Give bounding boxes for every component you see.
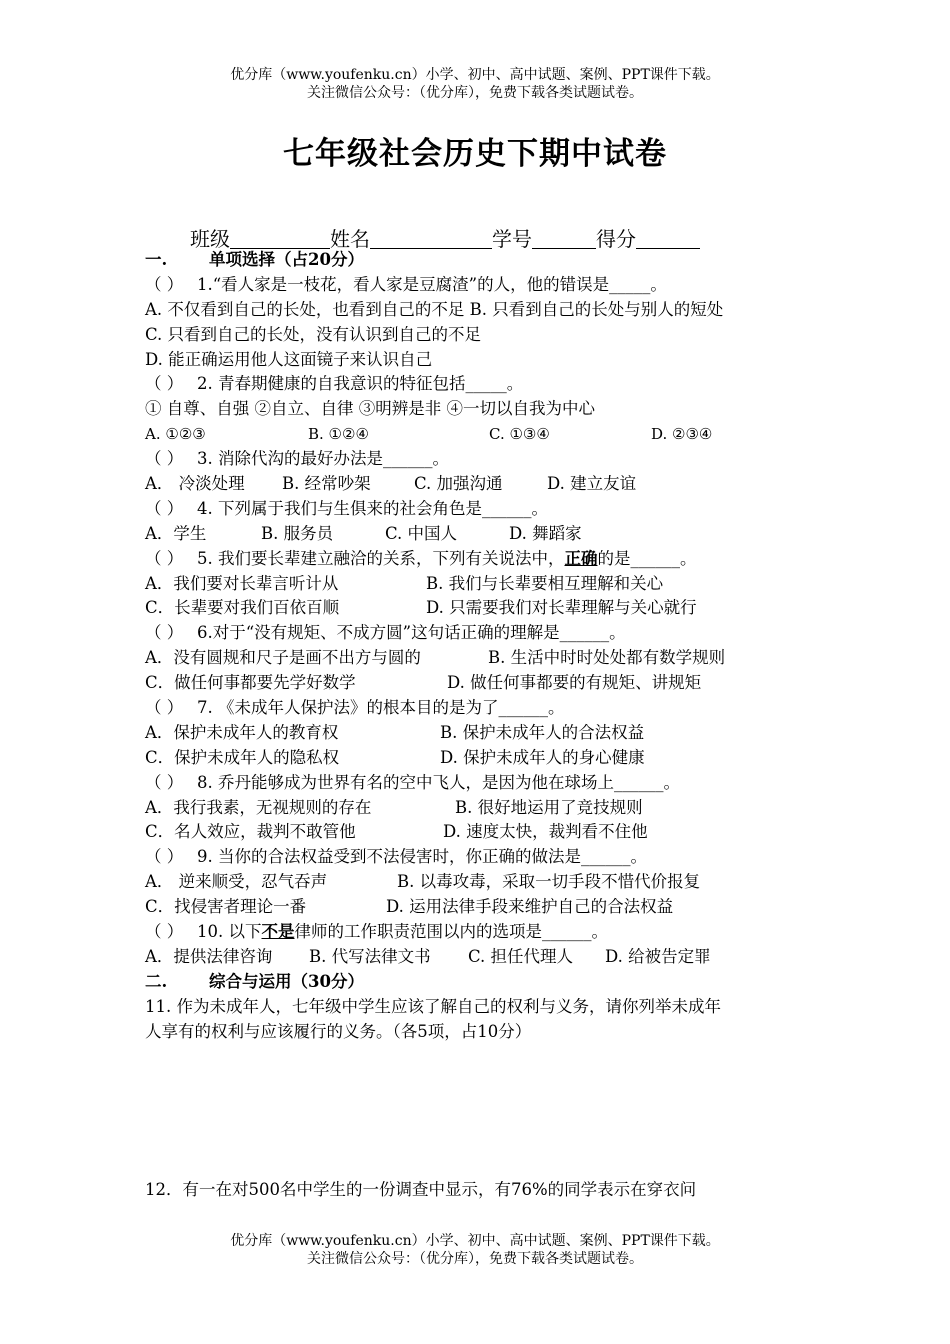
score-blank (636, 228, 700, 249)
option-b: B. 我们与长辈要相互理解和关心 (426, 573, 664, 593)
question-8-stem (145, 771, 825, 796)
question-11-line-2: 人享有的权利与应该履行的义务。（各5项，占10分） (145, 1021, 532, 1041)
option-b: B. 服务员 (261, 523, 334, 543)
header-line-1: 优分库（www.youfenku.cn）小学、初中、高中试题、案例、PPT课件下载。 (230, 67, 720, 83)
question-3-stem (145, 447, 825, 472)
section-1-title: 单项选择（占20分） (209, 250, 364, 269)
question-2-items (145, 397, 825, 422)
page-title: 七年级社会历史下期中试卷 (283, 136, 667, 172)
question-1-option-d (145, 348, 825, 373)
question-9-stem (145, 845, 825, 870)
answer-paren: （ ） (145, 847, 184, 867)
answer-paren: （ ） (145, 274, 184, 294)
question-10-options (145, 945, 825, 970)
question-text: 9. 当你的合法权益受到不法侵害时，你正确的做法是______。 (197, 847, 647, 867)
question-8-options-ab (145, 796, 825, 821)
answer-paren: （ ） (145, 449, 184, 469)
option-b: B. 以毒攻毒，采取一切手段不惜代价报复 (397, 872, 701, 892)
answer-paren: （ ） (145, 772, 184, 792)
question-11-line-1: 11. 作为未成年人，七年级中学生应该了解自己的权利与义务，请你列举未成年 (145, 996, 721, 1016)
answer-paren: （ ） (145, 922, 184, 942)
question-text: 3. 消除代沟的最好办法是______。 (197, 449, 449, 469)
question-9-options-ab (145, 870, 825, 895)
name-label: 姓名 (330, 227, 370, 251)
question-5-options-cd (145, 596, 825, 621)
option-a: A．保护未成年人的教育权 (145, 722, 339, 742)
question-8-options-cd (145, 820, 825, 845)
option-d: D. 只需要我们对长辈理解与关心就行 (426, 598, 697, 618)
option-d: D. 保护未成年人的身心健康 (440, 747, 645, 767)
question-2-options (145, 422, 825, 447)
option-a: A. 不仅看到自己的长处，也看到自己的不足 (145, 299, 465, 319)
page-header (0, 66, 950, 102)
emphasis-keyword: 正确 (564, 548, 598, 568)
option-d: D. 运用法律手段来维护自己的合法权益 (386, 897, 674, 917)
option-d: D. 速度太快，裁判看不住他 (443, 822, 648, 842)
option-d: D. 舞蹈家 (509, 523, 582, 543)
question-4-stem (145, 497, 825, 522)
option-c: C．名人效应，裁判不敢管他 (145, 822, 356, 842)
option-c: C．长辈要对我们百依百顺 (145, 598, 340, 618)
option-a: A．提供法律咨询 (145, 946, 273, 966)
question-4-options (145, 522, 825, 547)
question-3-options (145, 472, 825, 497)
option-b: B. 代写法律文书 (309, 946, 431, 966)
option-c: C. 担任代理人 (468, 946, 574, 966)
question-text: 5. 我们要长辈建立融洽的关系，下列有关说法中， (197, 548, 565, 568)
option-d: D. 给被告定罪 (605, 946, 711, 966)
question-1-stem (145, 273, 825, 298)
question-1-option-c (145, 323, 825, 348)
option-a: A. ①②③ (145, 425, 206, 444)
answer-paren: （ ） (145, 623, 184, 643)
answer-paren: （ ） (145, 498, 184, 518)
statement-list: ① 自尊、自强 ②自立、自律 ③明辨是非 ④一切以自我为中心 (145, 399, 595, 419)
option-a: A． 逆来顺受，忍气吞声 (145, 872, 328, 892)
option-a: A．我们要对长辈言听计从 (145, 573, 339, 593)
option-c: C. 加强沟通 (414, 474, 503, 494)
question-10-stem (145, 920, 825, 945)
question-5-options-ab (145, 572, 825, 597)
exam-content (145, 248, 825, 1045)
question-6-options-cd (145, 671, 825, 696)
question-text: 2. 青春期健康的自我意识的特征包括_____。 (197, 374, 524, 394)
answer-paren: （ ） (145, 698, 184, 718)
question-text: 4. 下列属于我们与生俱来的社会角色是______。 (197, 498, 548, 518)
question-text-end: 的是______。 (597, 548, 697, 568)
question-5-stem (145, 547, 825, 572)
question-text-end: 律师的工作职责范围以内的选项是______。 (294, 922, 608, 942)
question-1-options-ab (145, 298, 825, 323)
section-2-heading (145, 970, 825, 995)
option-d: D. 做任何事都要的有规矩、讲规矩 (447, 673, 702, 693)
header-line-2: 关注微信公众号：（优分库），免费下载各类试题试卷。 (307, 85, 643, 101)
page-footer (0, 1232, 950, 1268)
option-c: C. 中国人 (385, 523, 458, 543)
question-7-options-ab (145, 721, 825, 746)
option-a: A．我行我素，无视规则的存在 (145, 797, 372, 817)
section-1-number: 一. (145, 250, 168, 269)
id-label: 学号 (492, 227, 532, 251)
option-c: C. ①③④ (489, 425, 550, 444)
section-1-heading (145, 248, 825, 273)
answer-paren: （ ） (145, 374, 184, 394)
option-a: A．学生 (145, 523, 207, 543)
question-12-text: 12．有一在对500名中学生的一份调查中显示，有76%的同学表示在穿衣问 (145, 1180, 697, 1199)
footer-line-1: 优分库（www.youfenku.cn）小学、初中、高中试题、案例、PPT课件下载。 (230, 1233, 720, 1249)
question-text: 1.“看人家是一枝花，看人家是豆腐渣”的人，他的错误是_____。 (197, 274, 667, 294)
question-7-options-cd (145, 746, 825, 771)
footer-line-2: 关注微信公众号：（优分库），免费下载各类试题试卷。 (307, 1251, 643, 1267)
option-b: B. 只看到自己的长处与别人的短处 (469, 299, 724, 319)
option-c: C．保护未成年人的隐私权 (145, 747, 340, 767)
question-text: 10. 以下 (197, 922, 262, 942)
question-2-stem (145, 372, 825, 397)
question-text: 8. 乔丹能够成为世界有名的空中飞人，是因为他在球场上______。 (197, 772, 680, 792)
option-c: C．做任何事都要先学好数学 (145, 673, 356, 693)
score-label: 得分 (596, 227, 636, 251)
option-b: B. 保护未成年人的合法权益 (440, 722, 645, 742)
emphasis-keyword: 不是 (261, 922, 295, 942)
question-text: 7. 《未成年人保护法》的根本目的是为了______。 (197, 698, 565, 718)
question-9-options-cd (145, 895, 825, 920)
question-6-stem (145, 621, 825, 646)
section-2-number: 二. (145, 971, 168, 991)
option-b: B. 生活中时时处处都有数学规则 (488, 648, 726, 668)
option-d: D. 能正确运用他人这面镜子来认识自己 (145, 349, 433, 369)
question-6-options-ab (145, 646, 825, 671)
name-blank (370, 228, 492, 249)
option-c: C．找侵害者理论一番 (145, 897, 307, 917)
question-7-stem (145, 696, 825, 721)
option-b: B. 经常吵架 (282, 474, 371, 494)
class-label: 班级 (190, 227, 230, 251)
option-c: C. 只看到自己的长处，没有认识到自己的不足 (145, 324, 482, 344)
option-a: A．没有圆规和尺子是画不出方与圆的 (145, 648, 421, 668)
section-2-title: 综合与运用（30分） (209, 971, 364, 991)
option-a: A． 冷淡处理 (145, 474, 245, 494)
option-d: D. 建立友谊 (547, 474, 637, 494)
id-blank (532, 228, 596, 249)
option-d: D. ②③④ (651, 425, 713, 444)
option-b: B. 很好地运用了竞技规则 (455, 797, 643, 817)
answer-paren: （ ） (145, 548, 184, 568)
option-b: B. ①②④ (308, 425, 369, 444)
question-text: 6.对于“没有规矩、不成方圆”这句话正确的理解是______。 (197, 623, 626, 643)
class-blank (230, 228, 330, 249)
